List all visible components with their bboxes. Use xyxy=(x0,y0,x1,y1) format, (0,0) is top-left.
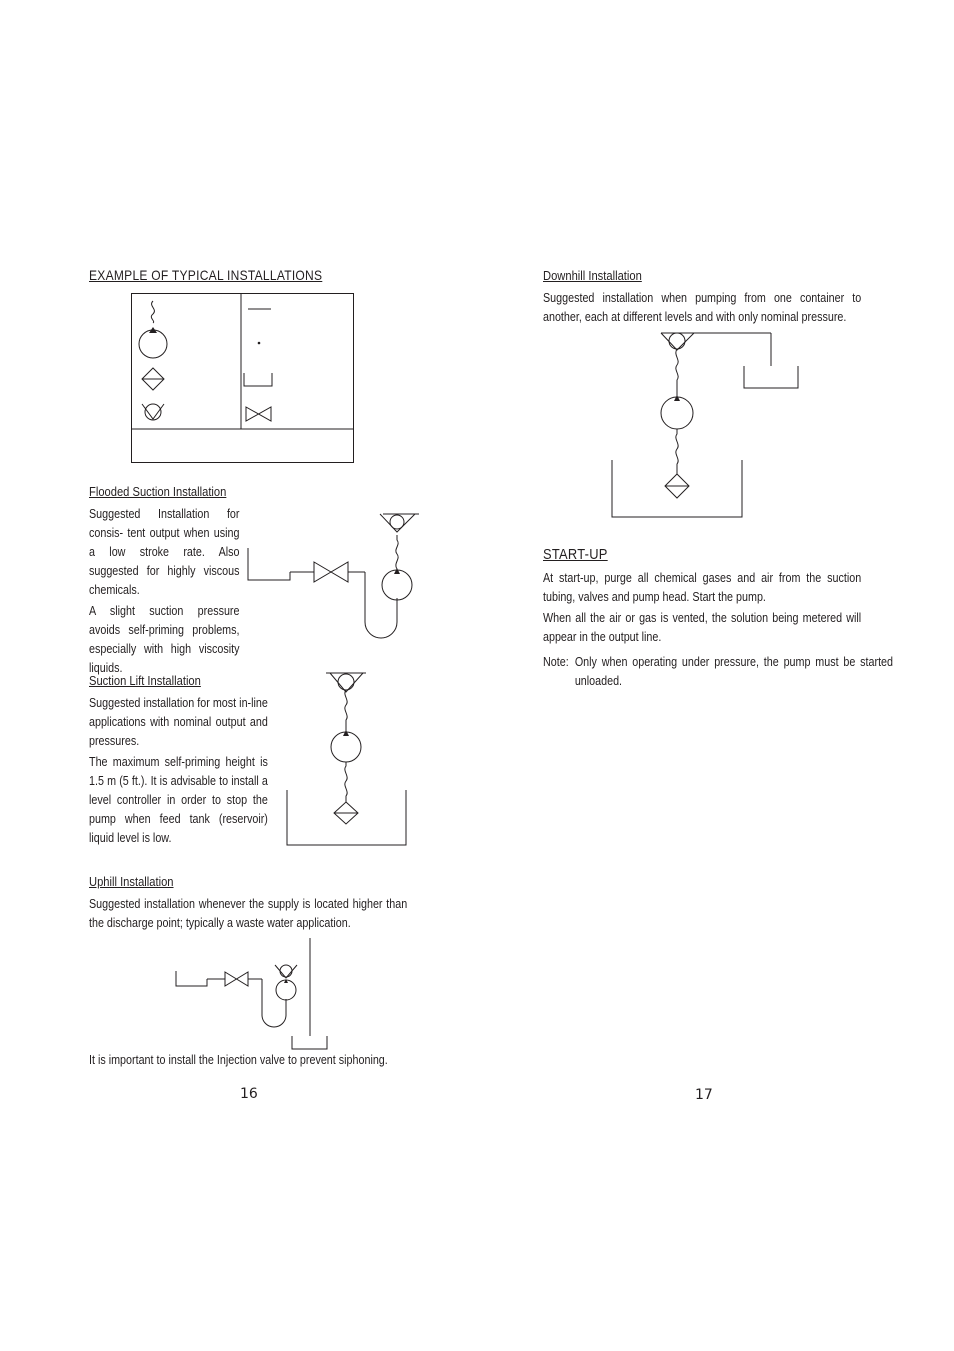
flooded-suction-p2: A slight suction pressure avoids self-priming problems, especially with high viscosity liquids. xyxy=(89,604,240,675)
note-text: Only when operating under pressure, the pump must be started unloaded. xyxy=(574,655,894,688)
suction-lift-p1: Suggested installation for most in-line applications with nominal output and pressures. xyxy=(89,696,268,748)
flooded-suction-text xyxy=(89,505,240,680)
suction-lift-heading: Suction Lift Installation xyxy=(89,673,201,688)
flooded-suction-diagram xyxy=(247,510,422,640)
flooded-suction-heading: Flooded Suction Installation xyxy=(89,484,227,499)
suction-lift-text xyxy=(89,694,268,850)
suction-lift-diagram xyxy=(286,670,408,846)
pump-icon xyxy=(139,327,167,358)
startup-p1: At start-up, purge all chemical gases and air from the suction tubing, valves and pump head. Start the pump. xyxy=(543,571,862,604)
startup-p2: When all the air or gas is vented, the solution being metered will appear in the output line. xyxy=(543,611,862,644)
downhill-heading: Downhill Installation xyxy=(543,268,642,283)
downhill-diagram xyxy=(611,330,801,520)
uphill-text xyxy=(89,895,407,935)
startup-note xyxy=(543,653,893,691)
pump xyxy=(382,570,412,600)
downhill-text xyxy=(543,289,861,329)
junction-dot-icon xyxy=(258,342,261,345)
startup-text xyxy=(543,569,861,649)
uphill-p1: Suggested installation whenever the supply is located higher than the discharge point; typically a waste water application. xyxy=(89,897,408,930)
page-number-right: 17 xyxy=(695,1087,713,1103)
check-valve-icon xyxy=(142,404,164,420)
suction-lift-p2: The maximum self-priming height is 1.5 m (5 ft.). It is advisable to install a level controller in order to stop the pump when feed tank (reservoir) liquid level is low. xyxy=(89,755,268,845)
uphill-heading: Uphill Installation xyxy=(89,874,174,889)
shutoff-valve-icon xyxy=(246,407,271,421)
filter-icon xyxy=(142,368,164,390)
startup-heading: START-UP xyxy=(543,546,608,563)
uphill-diagram xyxy=(175,938,335,1053)
tank-icon xyxy=(244,373,272,386)
flexible-tube-icon xyxy=(151,301,154,323)
shutoff-valve xyxy=(314,562,348,582)
injection-valve-note: It is important to install the Injection valve to prevent siphoning. xyxy=(89,1053,388,1067)
legend-diagram xyxy=(131,293,355,465)
page-number-left: 16 xyxy=(240,1086,258,1102)
flooded-suction-p1: Suggested Installation for consis- tent output when using a low stroke rate. Also suggested for highly viscous chemicals. xyxy=(89,507,240,597)
note-label: Note: xyxy=(543,655,569,669)
downhill-p1: Suggested installation when pumping from one container to another, each at different levels and with only nominal pressure. xyxy=(543,291,862,324)
page-title: EXAMPLE OF TYPICAL INSTALLATIONS xyxy=(89,267,323,283)
